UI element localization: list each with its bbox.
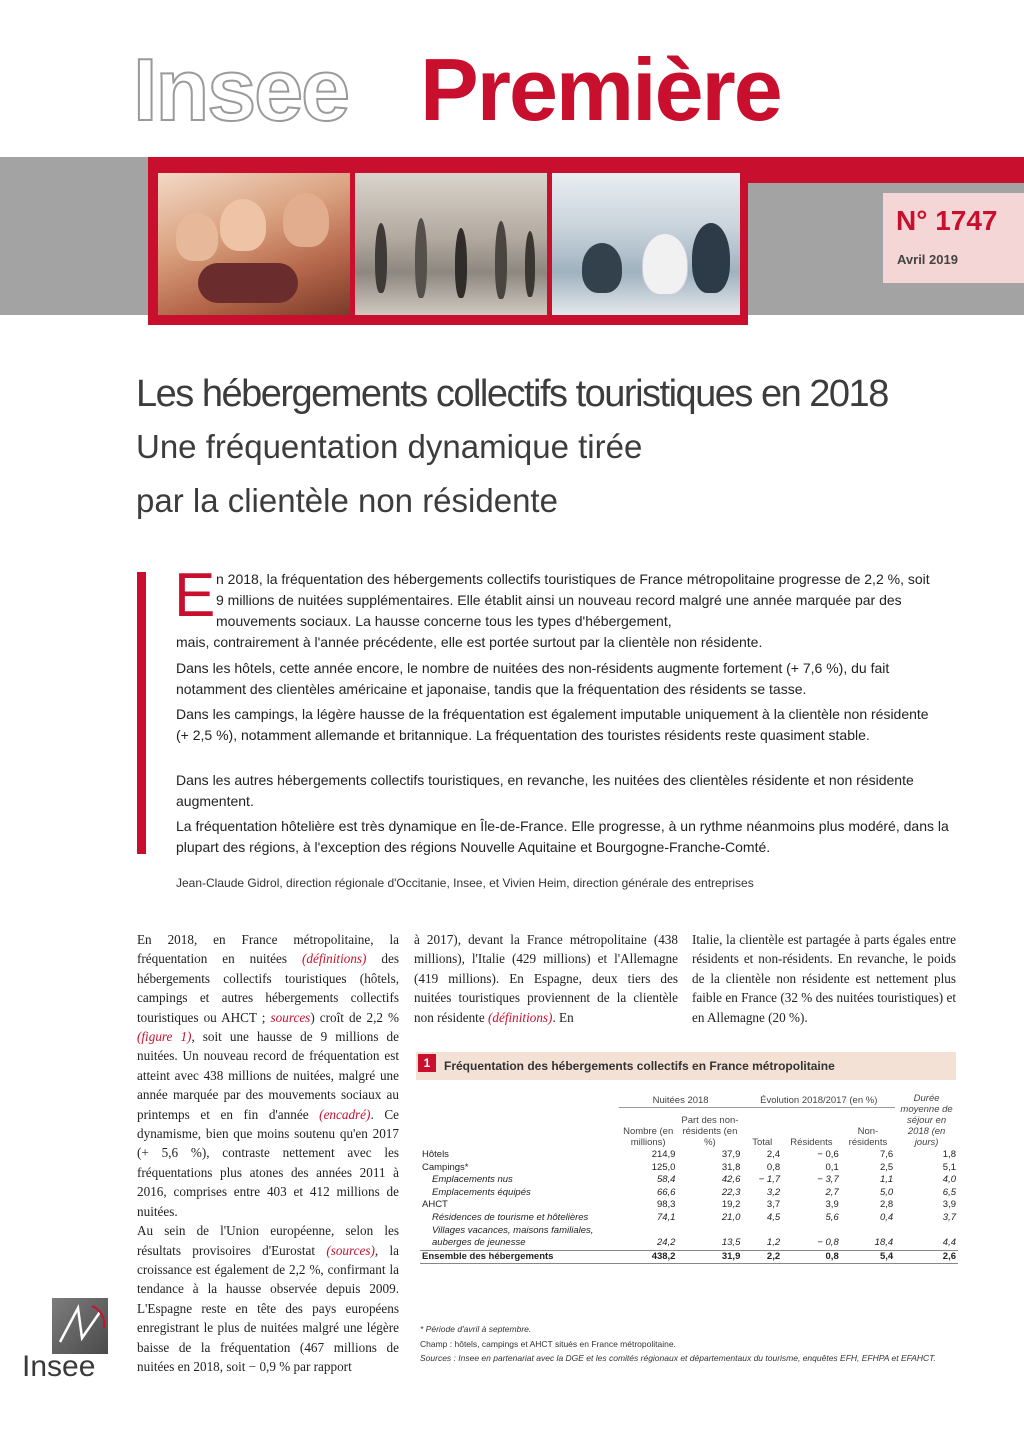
table-row: Emplacements nus 58,4 42,6 − 1,7 − 3,7 1,1 4,0	[432, 1174, 956, 1186]
table-row: Villages vacances, maisons familiales, auberges de jeunesse 24,2 13,5 1,2 − 0,8 18,4 4,4	[432, 1224, 956, 1249]
summary-accent-bar	[137, 572, 146, 854]
photo-children	[158, 173, 350, 315]
link-definitions[interactable]: (définitions)	[301, 951, 367, 967]
body-column-2: à 2017), devant la France métropolitaine (438 millions), l'Italie (429 millions) et l'Allemagne (419 millions). En Espagne, deux tiers des nuitées touristiques proviennent de la clientèle non résidente (définitions). En	[414, 932, 678, 1025]
article-title: Les hébergements collectifs touristiques en 2018	[136, 373, 888, 415]
body-column-3: Italie, la clientèle est partagée à parts égales entre résidents et non-résidents. En revanche, le poids de la clientèle non résidente est nettement plus faible en France (32 % des nuitées touristiques) et en Allemagne (20 %).	[692, 932, 956, 1025]
summary-paragraph-2: Dans les hôtels, cette année encore, le nombre de nuitées des non-résidents augmente fortement (+ 7,6 %), du fait notamment des clientèles américaine et japonaise, tandis que la fréquentation des résidents se tasse.	[176, 660, 890, 697]
summary-dropcap: E	[174, 561, 216, 630]
table-row: Hôtels 214,9 37,9 2,4 − 0,6 7,6 1,8	[422, 1149, 956, 1160]
link-sources-eurostat[interactable]: (sources)	[326, 1242, 375, 1258]
photo-business	[552, 173, 740, 315]
article-subtitle-line-1: Une fréquentation dynamique tirée	[136, 428, 643, 465]
table-row: Emplacements équipés 66,6 22,3 3,2 2,7 5,0 6,5	[432, 1186, 956, 1198]
figure-note-sources: Sources : Insee en partenariat avec la DGE et les comités régionaux et départementaux du tourisme, enquêtes EFH, EFHPA et EFAHCT.	[420, 1353, 936, 1363]
summary-paragraph-3: Dans les campings, la légère hausse de la fréquentation est également imputable uniquement à la clientèle non résidente (+ 2,5 %), notamment allemande et britannique. La fréquentation des touristes résidents reste quasiment stable.	[176, 706, 929, 743]
summary-paragraph-1-end: mais, contrairement à l'année précédente, elle est portée surtout par la clientèle non résidente.	[176, 634, 763, 650]
link-definitions-2[interactable]: (définitions)	[487, 1009, 553, 1025]
header-part: Part des non-résidents (en %)	[681, 1115, 739, 1148]
figure-number: 1	[418, 1054, 436, 1072]
cover-photo-strip	[148, 165, 748, 325]
issue-number: N° 1747	[896, 205, 998, 236]
summary-paragraph-1: n 2018, la fréquentation des hébergements collectifs touristiques de France métropolitaine progresse de 2,2 %, soit 9 millions de nuitées supplémentaires. Elle établit ainsi un nouveau record malgré une année marquée par des mouvements sociaux. La hausse concerne tous les types d'hébergement,	[216, 571, 930, 629]
header-total: Total	[752, 1137, 773, 1148]
insee-logo-text: Insee	[22, 1350, 96, 1383]
summary-paragraph-5: La fréquentation hôtelière est très dynamique en Île-de-France. Elle progresse, à un rythme néanmoins plus modéré, dans la plupart des régions, à l'exception des régions Nouvelle Aquitaine et Bourgogne-Franche-Comté.	[176, 818, 949, 855]
body-column-1: En 2018, en France métropolitaine, la fréquentation en nuitées (définitions) des hébergements collectifs touristiques (hôtels, campings et autres hébergements collectifs touristiques ou AHCT ; sources) croît de 2,2 % (figure 1), soit une hausse de 9 millions de nuitées. Un nouveau record de fréquentation est atteint avec 438 millions de nuitées, malgré une année marquée par des mouvements sociaux au printemps et en fin d'année (encadré). Ce dynamisme, bien que moins soutenu qu'en 2017 (+ 5,6 %), contraste nettement avec les fréquentations plus atones des années 2011 à 2016, comprises entre 403 et 412 millions de nuitées. Au sein de l'Union européenne, selon les résultats provisoires d'Eurostat (sources), la croissance est également de 2,2 %, confirmant la tendance à la hausse observée depuis 2009. L'Espagne reste en tête des pays européens enregistrant le plus de nuitées malgré une légère baisse de la fréquentation (467 millions de nuitées en 2018, soit − 0,9 % par rapport	[137, 932, 400, 1374]
table-row: Campings* 125,0 31,8 0,8 0,1 2,5 5,1	[422, 1161, 956, 1173]
header-nonresidents: Non-résidents	[848, 1126, 888, 1148]
link-sources[interactable]: sources	[270, 1009, 311, 1025]
header-group-nuitees: Nuitées 2018	[619, 1092, 743, 1108]
table-row: Résidences de tourisme et hôtelières 74,1 21,0 4,5 5,6 0,4 3,7	[432, 1211, 956, 1223]
insee-logo-icon	[52, 1298, 108, 1354]
figure-table	[420, 1092, 958, 1264]
table-row: AHCT 98,3 19,2 3,7 3,9 2,8 3,9	[422, 1199, 956, 1211]
figure-note-champ: Champ : hôtels, campings et AHCT situés en France métropolitaine.	[420, 1339, 676, 1349]
figure-title: Fréquentation des hébergements collectifs en France métropolitaine	[444, 1059, 835, 1073]
header-residents: Résidents	[790, 1137, 833, 1148]
header-group-evolution: Évolution 2018/2017 (en %)	[742, 1092, 895, 1108]
header-nombre: Nombre (en millions)	[623, 1126, 674, 1148]
link-figure-1[interactable]: (figure 1)	[137, 1029, 192, 1045]
photo-travellers	[355, 173, 547, 315]
link-encadre[interactable]: (encadré)	[319, 1106, 371, 1122]
header-duree: Durée moyenne de séjour en 2018 (en jours)	[900, 1093, 953, 1148]
authors-line: Jean-Claude Gidrol, direction régionale d'Occitanie, Insee, et Vivien Heim, direction générale des entreprises	[176, 876, 754, 890]
brand-insee: Insee	[133, 40, 349, 139]
summary-paragraph-4: Dans les autres hébergements collectifs touristiques, en revanche, les nuitées des clientèles résidente et non résidente augmentent.	[176, 772, 914, 809]
figure-note-period: * Période d'avril à septembre.	[420, 1324, 532, 1334]
table-row-total: Ensemble des hébergements 438,2 31,9 2,2 0,8 5,4 2,6	[420, 1250, 958, 1264]
brand-premiere: Première	[420, 40, 781, 139]
issue-date: Avril 2019	[897, 252, 958, 267]
article-subtitle-line-2: par la clientèle non résidente	[136, 482, 558, 519]
